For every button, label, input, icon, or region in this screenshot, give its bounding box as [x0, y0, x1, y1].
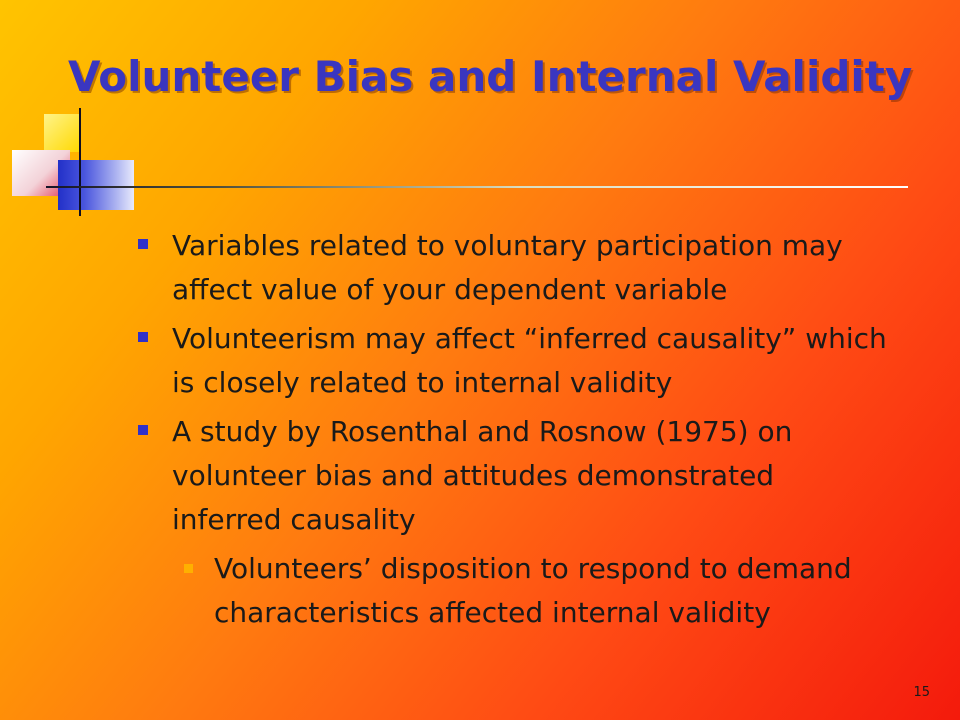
bullet-text: Variables related to voluntary participation may affect value of your dependent variable — [172, 229, 843, 306]
sub-bullet-item — [132, 547, 892, 635]
title-underline — [46, 186, 908, 188]
slide-title: Volunteer Bias and Internal Validity — [68, 52, 913, 101]
bullet-list — [132, 224, 892, 635]
page-number: 15 — [913, 685, 930, 700]
bullet-item — [132, 410, 892, 542]
bullet-text: Volunteerism may affect “inferred causality” which is closely related to internal validity — [172, 322, 887, 399]
square-bullet-icon — [138, 239, 148, 249]
square-sub-bullet-icon — [184, 564, 193, 573]
bullet-text: A study by Rosenthal and Rosnow (1975) on volunteer bias and attitudes demonstrated inferred causality — [172, 415, 793, 536]
sub-bullet-text: Volunteers’ disposition to respond to demand characteristics affected internal validity — [214, 552, 852, 629]
bullet-item — [132, 224, 892, 312]
decorative-square-yellow — [44, 114, 80, 152]
bullet-item — [132, 317, 892, 405]
decorative-vertical-line — [79, 108, 81, 216]
decorative-square-blue — [58, 160, 134, 210]
square-bullet-icon — [138, 425, 148, 435]
square-bullet-icon — [138, 332, 148, 342]
